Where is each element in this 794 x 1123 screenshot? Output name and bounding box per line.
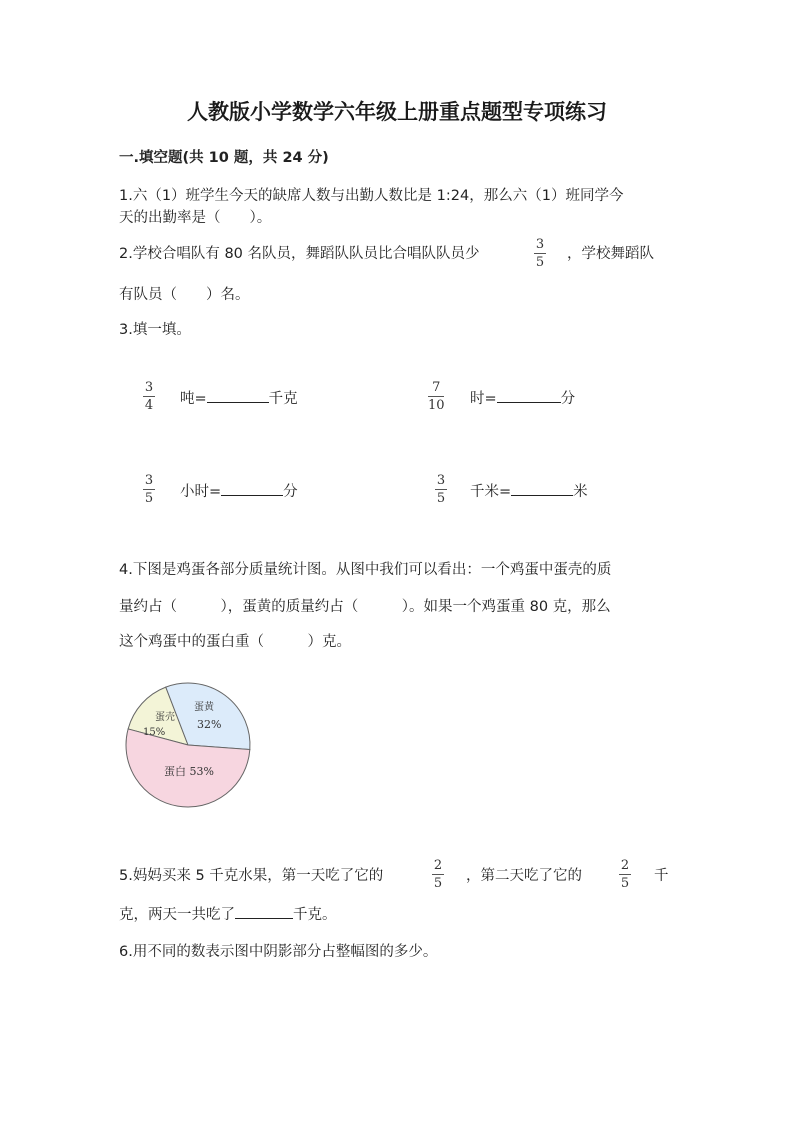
q2-line1b: ，学校舞蹈队 <box>567 246 654 262</box>
q4-line2: 量约占（ ），蛋黄的质量约占（ ）。如果一个鸡蛋重 80 克，那么 <box>119 599 611 615</box>
unit-text: 小时= <box>180 484 222 500</box>
fraction-bar <box>432 874 444 875</box>
q5-part-a: 5.妈妈买来 5 千克水果，第一天吃了它的 <box>119 868 384 884</box>
fraction-denominator: 4 <box>144 398 154 413</box>
q3-stem: 3.填一填。 <box>119 322 191 338</box>
answer-blank[interactable] <box>511 481 573 496</box>
q3-item3 <box>180 480 298 501</box>
q4-line3: 这个鸡蛋中的蛋白重（ ）克。 <box>119 634 351 650</box>
fraction-bar <box>534 253 546 254</box>
slice-pct-yolk: 32% <box>197 718 222 731</box>
fraction-denominator: 5 <box>535 255 545 270</box>
answer-blank[interactable] <box>207 388 269 403</box>
slice-pct-shell: 15% <box>143 727 166 738</box>
slice-label-yolk: 蛋黄 <box>194 702 214 713</box>
q5-line2 <box>119 903 337 924</box>
fraction-denominator: 5 <box>144 491 154 506</box>
fraction-numerator: 2 <box>433 858 443 873</box>
q5-fraction-2 <box>619 858 631 891</box>
unit-text: 分 <box>283 484 298 500</box>
fraction-denominator: 5 <box>620 876 630 891</box>
q5-line2a: 克，两天一共吃了 <box>119 907 235 923</box>
fraction-bar <box>428 396 444 397</box>
q5-part-c: 千 <box>654 868 669 884</box>
fraction-bar <box>143 489 155 490</box>
q3-item1-fraction <box>143 380 155 413</box>
unit-text: 分 <box>560 391 576 407</box>
q1-line1: 1.六（1）班学生今天的缺席人数与出勤人数比是 1:24，那么六（1）班同学今 <box>119 188 624 204</box>
answer-blank[interactable] <box>497 388 561 403</box>
q3-item4-fraction <box>435 473 447 506</box>
q2-fraction <box>534 237 546 270</box>
fraction-bar <box>143 396 155 397</box>
unit-text: 米 <box>573 484 588 500</box>
fraction-denominator: 10 <box>428 398 445 413</box>
fraction-numerator: 7 <box>432 380 441 395</box>
unit-text: 千米= <box>470 484 512 500</box>
q3-item1 <box>180 387 298 408</box>
fraction-bar <box>619 874 631 875</box>
q5-fraction-1 <box>432 858 444 891</box>
unit-text: 千克 <box>268 391 298 407</box>
fraction-numerator: 3 <box>535 237 545 252</box>
section-heading: 一.填空题(共 10 题，共 24 分) <box>119 150 329 166</box>
page-title: 人教版小学数学六年级上册重点题型专项练习 <box>187 99 607 124</box>
q2-line1a: 2.学校合唱队有 80 名队员，舞蹈队队员比合唱队队员少 <box>119 246 480 262</box>
egg-pie-chart <box>118 675 258 815</box>
q4-line1: 4.下图是鸡蛋各部分质量统计图。从图中我们可以看出：一个鸡蛋中蛋壳的质 <box>119 562 612 578</box>
answer-blank[interactable] <box>221 481 283 496</box>
q3-item2-fraction <box>428 380 445 413</box>
unit-text: 吨= <box>180 391 207 407</box>
fraction-numerator: 3 <box>144 473 154 488</box>
fraction-numerator: 3 <box>144 380 154 395</box>
answer-blank[interactable] <box>235 904 293 919</box>
q3-item4 <box>470 480 588 501</box>
slice-label-white: 蛋白 53% <box>164 765 214 778</box>
unit-text: 时= <box>470 391 497 407</box>
fraction-denominator: 5 <box>433 876 443 891</box>
q5-line2b: 千克。 <box>293 907 337 923</box>
q5-part-b: ，第二天吃了它的 <box>466 868 582 884</box>
q2-line2: 有队员（ ）名。 <box>119 287 250 303</box>
fraction-numerator: 3 <box>436 473 446 488</box>
q6-text: 6.用不同的数表示图中阴影部分占整幅图的多少。 <box>119 944 438 960</box>
fraction-numerator: 2 <box>620 858 630 873</box>
fraction-bar <box>435 489 447 490</box>
q1-line2: 天的出勤率是（ ）。 <box>119 210 272 226</box>
q3-item3-fraction <box>143 473 155 506</box>
slice-label-shell: 蛋壳 <box>155 712 175 723</box>
fraction-denominator: 5 <box>436 491 446 506</box>
q3-item2 <box>470 387 575 408</box>
